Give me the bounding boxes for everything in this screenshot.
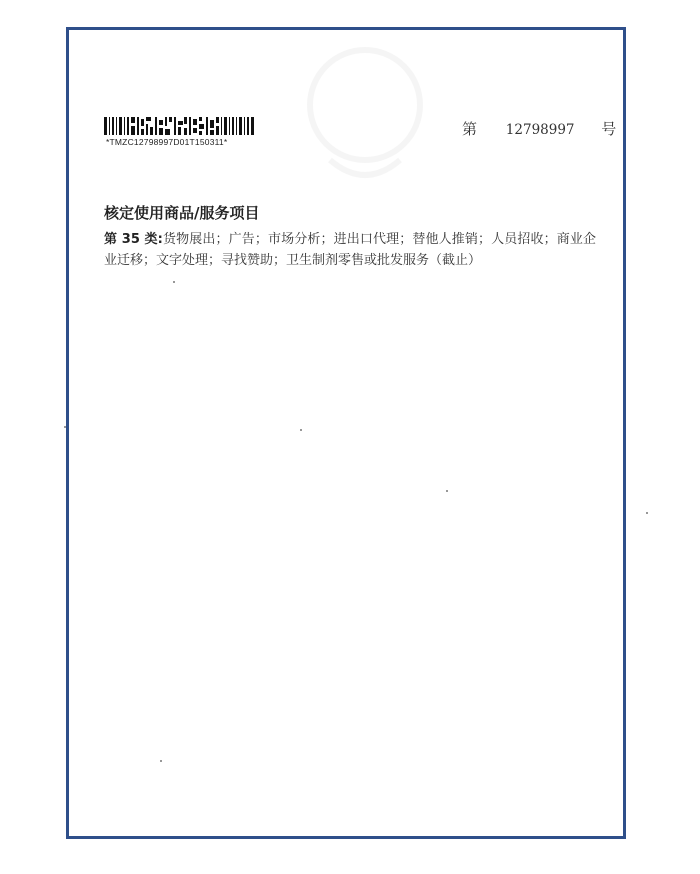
scan-speck	[646, 512, 648, 514]
registration-prefix: 第	[462, 120, 478, 138]
registration-suffix: 号	[601, 120, 617, 138]
scan-speck	[173, 281, 175, 283]
registration-number	[462, 118, 616, 139]
barcode-block	[104, 117, 254, 149]
scan-speck	[64, 426, 66, 428]
section-heading: 核定使用商品/服务项目	[104, 204, 260, 222]
class-label: 第 35 类:	[104, 232, 163, 247]
faint-emblem-watermark	[300, 40, 430, 190]
class-items: 货物展出；广告；市场分析；进出口代理；替他人推销；人员招收；商业企业迁移；文字处理；寻找赞助；卫生制剂零售或批发服务（截止）	[104, 232, 596, 268]
classification-paragraph	[104, 229, 596, 271]
scan-speck	[300, 429, 302, 431]
barcode-image	[104, 117, 254, 135]
scan-speck	[446, 490, 448, 492]
scan-speck	[160, 760, 162, 762]
barcode-text: *TMZC12798997D01T150311*	[106, 137, 228, 147]
registration-number-value: 12798997	[505, 122, 575, 138]
